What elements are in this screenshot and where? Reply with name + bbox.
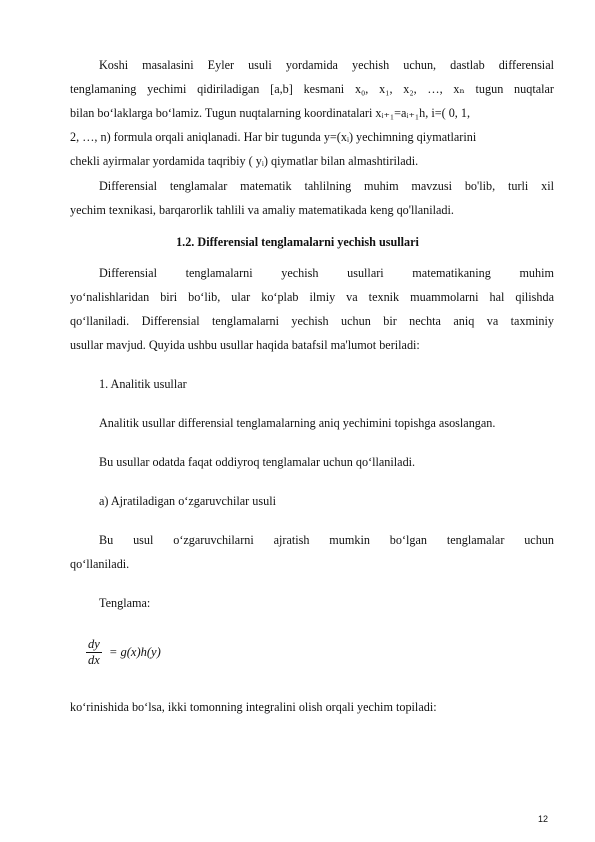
list-heading: 1. Analitik usullar — [99, 377, 187, 391]
paragraph-line: Bu usul o‘zgaruvchilarni ajratish mumkin bo‘lgan tenglamalar uchun — [99, 533, 554, 547]
section-heading: 1.2. Differensial tenglamalarni yechish usullari — [176, 235, 419, 249]
equation-rhs: = g(x)h(y) — [108, 645, 161, 659]
paragraph-line: yo‘nalishlaridan biri bo‘lib, ular ko‘plab ilmiy va texnik muammolarni hal qilishda — [70, 290, 554, 304]
paragraph-line: Differensial tenglamalarni yechish usullari matematikaning muhim — [99, 266, 554, 280]
equation-label: Tenglama: — [99, 596, 151, 610]
paragraph-line: ko‘rinishida bo‘lsa, ikki tomonning integralini olish orqali yechim topiladi: — [70, 700, 437, 714]
paragraph-line: Koshi masalasini Eyler usuli yordamida yechish uchun, dastlab differensial — [99, 58, 554, 72]
fraction-numerator: dy — [88, 637, 100, 651]
page-number: 12 — [538, 814, 549, 824]
equation — [86, 637, 161, 668]
paragraph-line: Differensial tenglamalar matematik tahlilning muhim mavzusi bo'lib, turli xil — [99, 179, 554, 193]
paragraph-line: 2, …, n) formula orqali aniqlanadi. Har bir tugunda y=(xᵢ) yechimning qiymatlarini — [70, 130, 477, 144]
fraction-denominator: dx — [88, 653, 100, 667]
paragraph-line: bilan bo‘laklarga bo‘lamiz. Tugun nuqtalarning koordinatalari xᵢ₊₁=aᵢ₊₁h, i=( 0, 1, — [70, 106, 471, 120]
paragraph-line: tenglamaning yechimi qidiriladigan [a,b] kesmani x₀, x₁, x₂, …, xₙ tugun nuqtalar — [70, 82, 554, 96]
paragraph-line: qo‘llaniladi. Differensial tenglamalarni yechish uchun bir nechta aniq va taxminiy — [70, 314, 554, 328]
paragraph-line: yechim texnikasi, barqarorlik tahlili va amaliy matematikada keng qo'llaniladi. — [70, 203, 454, 217]
paragraph-line: qo‘llaniladi. — [70, 557, 130, 571]
paragraph-line: chekli ayirmalar yordamida taqribiy ( yᵢ) qiymatlar bilan almashtiriladi. — [70, 154, 419, 168]
paragraph-line: Bu usullar odatda faqat oddiyroq tenglamalar uchun qo‘llaniladi. — [99, 455, 416, 469]
paragraph-line: usullar mavjud. Quyida ushbu usullar haqida batafsil ma'lumot beriladi: — [70, 338, 420, 352]
subsection-heading: a) Ajratiladigan o‘zgaruvchilar usuli — [99, 494, 276, 508]
derivative-fraction — [86, 637, 102, 668]
paragraph-line: Analitik usullar differensial tenglamalarning aniq yechimini topishga asoslangan. — [99, 416, 496, 430]
